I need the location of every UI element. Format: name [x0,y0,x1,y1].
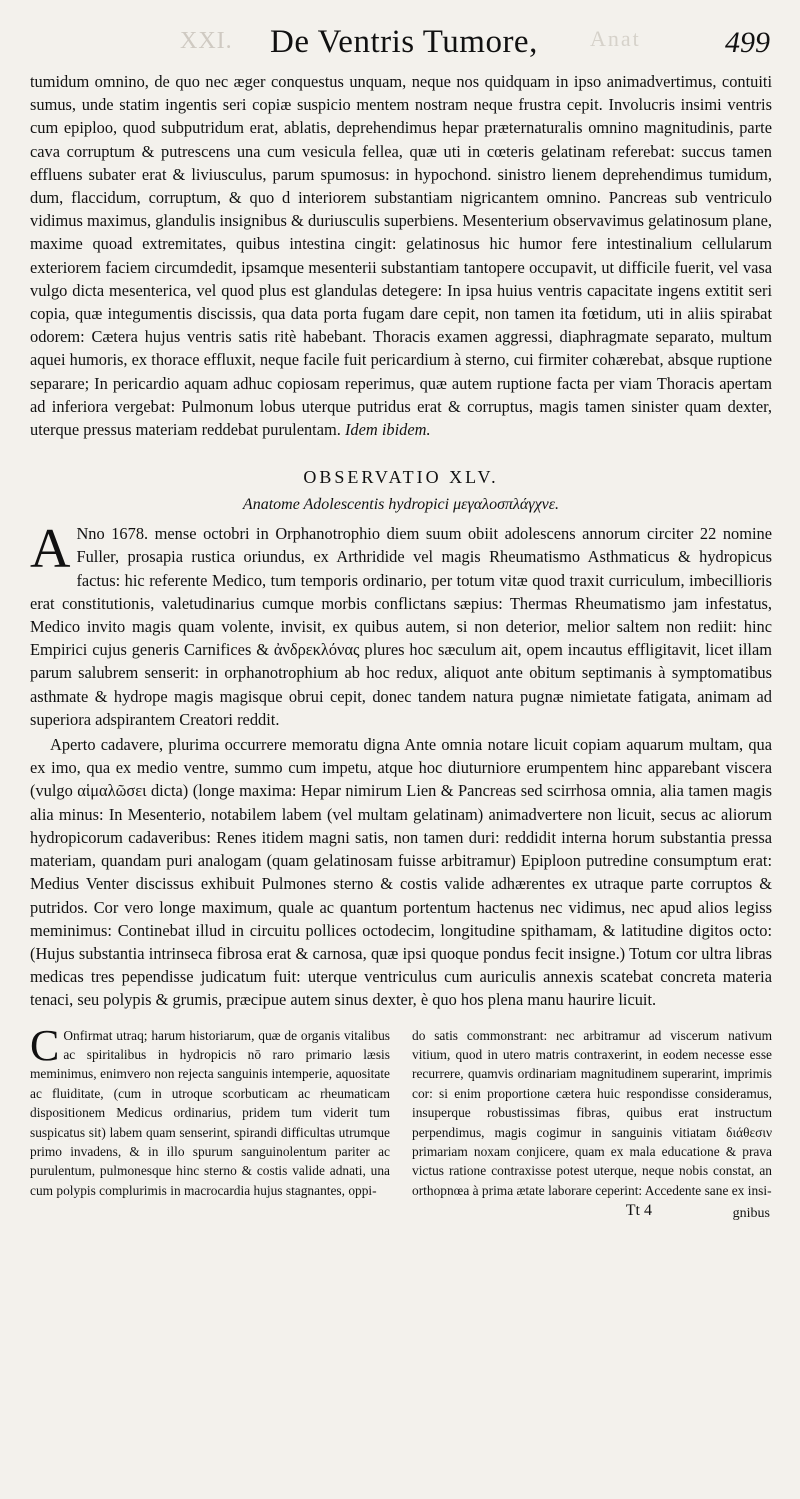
column-drop-cap: C [30,1020,60,1070]
commentary-right-column: do satis commonstrant: nec arbitramur ad viscerum nativum vitium, quod in utero matris contraxerint, in eodem necesse esse recurrere, quamvis ordinariam magnitudinem superarint, imprimis cor: si enim proportione cætera huic respondisse consideramus, insuperque robustissimas fibras, quibus erat instructum perpendimus, magis cogimur in sanguinis vitiatam διάθεσιν primariam noxam conjicere, quam ex mala educatione & prava victus ratione contraxisse potest uterque, neque nobis constat, an orthopnœa à prima ætate laborare ceperint: Accedente sane ex insi- [412,1027,772,1198]
page-number: 499 [725,26,770,59]
show-through-text: XXI. [180,28,233,54]
drop-cap: A [30,518,71,581]
catchword: gnibus [732,1206,770,1222]
running-title: De Ventris Tumore, [270,24,538,60]
observation-paragraph-1-text: Nno 1678. mense octobri in Orphanotrophio diem suum obiit adolescens annorum circiter 22 nomine Fuller, prosapia rustica oriundus, ex Arthridide vel magis Rheumatismo Asthmaticus & hydropicus factus: hic referente Medico, tum temporis ordinario, per totum vitæ quod traxit curriculum, imbecillioris erat constitutionis, valetudinarius cumque morbis conflictans sæpius: Thermas Rheumatismo jam infestatus, Medico invito magis quam volente, invisit, ex quibus autem, si non deterior, melior saltem non rediit: hinc Empirici cujus generis Carnifices & ἀνδρεκλόνας plures hoc sæculum ait, opem incautus effligitavit, licet illam parum salubrem senserit: in orphanotrophium ab hoc redux, aliquot ante obitum septimanis à symptomatibus asthmate & hydrope magis magisque obrui cepit, donec tandem natura pugnæ nimietate fatigata, animam ad superiora adspirantem Creatori reddit. [30,524,772,729]
observation-heading: OBSERVATIO XLV. [303,467,499,488]
commentary-left-text: Onfirmat utraq; harum historiarum, quæ de organis vitalibus ac spiritalibus in hydropicis nō raro primario læsis meminimus, enimvero non rejecta sanguinis intemperie, aquositate ac fluiditate, (cum in utroque scorbuticam ac rheumaticam dispositionem Medicus ordinarius, pridem tum viderit tum suspicatus sit) labem quam senserint, spirandi difficultas utrumque primo invadens, & in illo spurum sanguinolentum pariter ac purulentum, pulmonesque hinc sterno & costis valide adnati, una cum polypis complurimis in macrocardia hujus stagnantes, oppi- [30,1027,390,1198]
running-header [30,18,772,70]
signature-mark: Tt 4 [625,1202,652,1220]
commentary-left-column [30,1020,390,1201]
observation-paragraph-2: Aperto cadavere, plurima occurrere memoratu digna Ante omnia notare licuit copiam aquarum multam, qua ex imo, qua ex medio ventre, summo cum impetu, atque hoc diuturniore erumpentem hinc apparebant viscera (vulgo αἱμαλῶσει dicta) (longe maxima: Hepar nimirum Lien & Pancreas sed scirrhosa omnia, alia tamen magis alia minus: In Mesenterio, notabilem labem (vel multam gelatinam) animadvertere non licuit, secus ac aliorum hydropicorum cadaveribus: Renes itidem magni satis, non tamen duri: reddidit interna horum substantia pressa materiam, quandam puri analogam (quam gelatinosam fuisse arbitramur) Epiploon putredine consumptum erat: Medius Venter discissus exhibuit Pulmones sterno & costis valide adhærentes ex utraque parte corruptos & putridos. Cor vero longe maximum, quale ac quantum portentum hactenus nec vidimus, nec apud alios legiss meminimus: Continebat illud in circuitu pollices octodecim, longitudine spithamam, & latitudine digitos octo: (Hujus substantia intrinseca fibrosa erat & carnosa, quæ ipsi quoque pondus fecit insigne.) Totum cor ultra libras medicas tres pependisse judicatum fuit: uterque ventriculus cum auriculis annexis scatebat concreta materia tenaci, seu polypis & grumis, præcipue autem sinus dexter, è quo hos plena manu haurire licuit. [30,735,772,1010]
continued-paragraph-text: tumidum omnino, de quo nec æger conquestus unquam, neque nos quidquam in ipso animadvertimus, contuiti sumus, unde statim ingentis seri copiæ suspicio mentem nostram neque frustra cepit. Involucris insimi ventris cum epiploo, quod subputridum erat, ablatis, deprehendimus hepar præternaturalis omnino magnitudinis, parte cava corruptum & putrescens una cum vesicula fellea, quæ uti in cœteris gelatinam referebat: succus tamen effluens subater erat & liviusculus, parum spumosus: in hypochond. sinistro lienem deprehendimus tumidum, dum, flaccidum, corruptum, & quo d interiorem substantiam nigricantem omnino. Pancreas sub ventriculo vidimus maximus, glandulis insignibus & duriusculis superbiens. Mesenterium observavimus gelatinosum plane, maxime quoad extremitates, quibus intestina cingit: gelatinosus hic humor fere intestinalium cellularum exteriorem faciem circumdedit, ipsamque mesenterii substantiam tantopere occupavit, ut difficile fuerit, vel vasa vulgo dicta mesenterica, vel quod plus est glandulas detegere: In ipsa huius ventris capacitate ingens extitit seri copia, quæ integumentis discissis, qua data porta fugam dare cepit, non tamen ita fœtidum, uti in aliis spirabat odorem: Cætera hujus ventris satis ritè habebant. Thoracis examen aggressi, diaphragmate separato, multum aquei humoris, ex thorace effluxit, neque facile fuit pericardium à sterno, cui firmiter cohærebat, absque ruptione separare; In pericardio aquam adhuc copiosam reperimus, quæ autem ruptione facta per viam Thoracis apertam ad inferiora vergebat: Pulmonum lobus uterque putridus erat & corruptus, magis tamen sinister quam dexter, uterque pressus materiam reddebat purulentam. [30,72,772,440]
observation-subtitle: Anatome Adolescentis hydropici μεγαλοσπλάγχνε. [242,496,560,514]
commentary-columns [30,1020,772,1201]
observation-paragraph-1 [30,518,772,731]
continued-paragraph [30,70,772,441]
source-citation: Idem ibidem. [344,420,431,440]
page-footer [30,1202,772,1226]
show-through-text-right: Anat [590,26,641,51]
